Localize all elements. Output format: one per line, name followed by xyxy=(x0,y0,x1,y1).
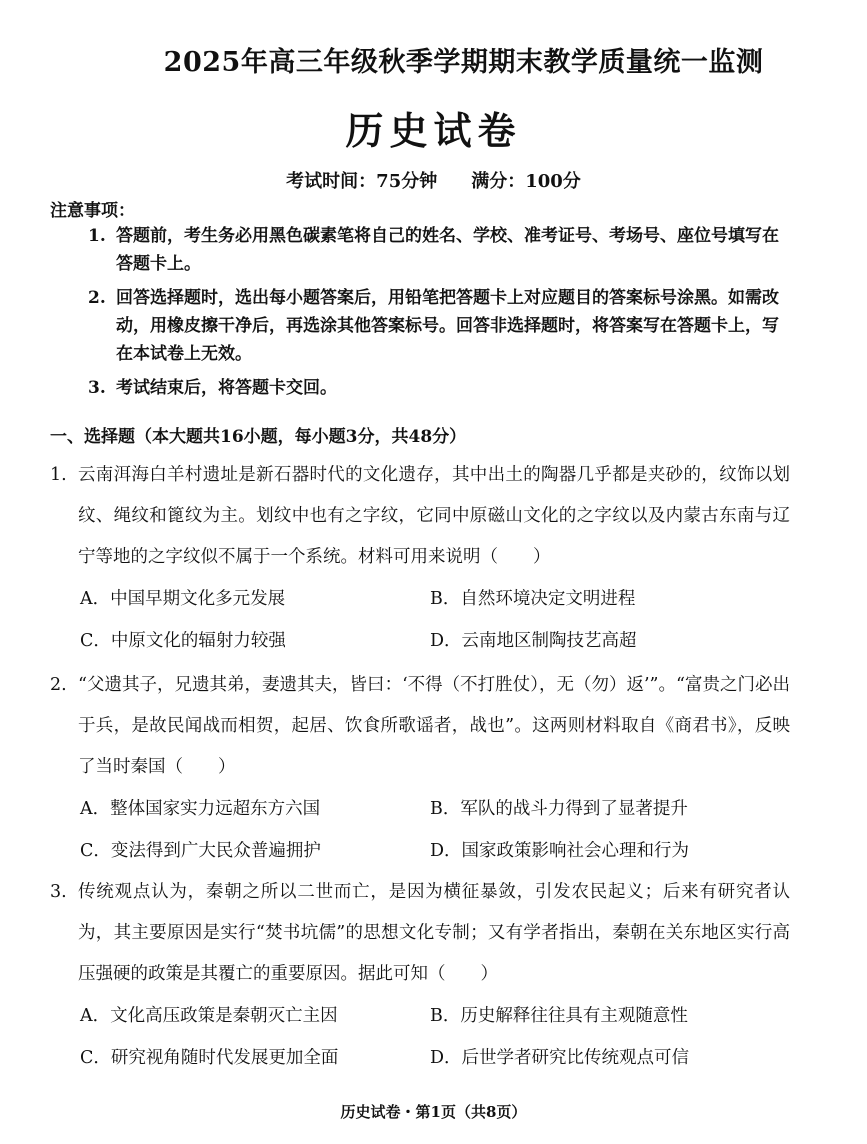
option-c: C．中原文化的辐射力较强 xyxy=(80,631,286,651)
notice-item xyxy=(88,284,788,368)
exam-full-score: 满分：100分 xyxy=(471,171,581,192)
notice-number: 3. xyxy=(88,378,106,398)
notice-item xyxy=(88,222,788,278)
notice-heading: 注意事项： xyxy=(50,201,135,221)
option-d: D．后世学者研究比传统观点可信 xyxy=(430,1048,690,1068)
notice-number: 2. xyxy=(88,288,106,308)
exam-time: 考试时间：75分钟 xyxy=(286,171,438,192)
option-a: A．文化高压政策是秦朝灭亡主因 xyxy=(80,1006,338,1026)
question-stem xyxy=(50,455,790,578)
page-footer: 历史试卷・第1页（共8页） xyxy=(340,1103,527,1121)
option-b: B．历史解释往往具有主观随意性 xyxy=(430,1006,688,1026)
question-text: “父遗其子，兄遗其弟，妻遗其夫，皆曰：‘不得（不打胜仗），无（勿）返’”。“富贵之门必出于兵，是故民闻战而相贺，起居、饮食所歌谣者，战也”。这两则材料取自《商君书》，反映了当时秦国（ ） xyxy=(78,675,790,777)
question-stem xyxy=(50,872,790,995)
option-b: B．自然环境决定文明进程 xyxy=(430,589,636,609)
option-list xyxy=(80,995,790,1079)
notice-text: 回答选择题时，选出每小题答案后，用铅笔把答题卡上对应题目的答案标号涂黑。如需改动，用橡皮擦干净后，再选涂其他答案标号。回答非选择题时，将答案写在答题卡上，写在本试卷上无效。 xyxy=(116,288,779,364)
question-3 xyxy=(50,872,790,1079)
question-2 xyxy=(50,665,790,872)
option-c: C．研究视角随时代发展更加全面 xyxy=(80,1048,339,1068)
question-stem xyxy=(50,665,790,788)
option-b: B．军队的战斗力得到了显著提升 xyxy=(430,799,688,819)
question-number: 1. xyxy=(50,465,67,485)
notice-text: 答题前，考生务必用黑色碳素笔将自己的姓名、学校、准考证号、考场号、座位号填写在答题卡上。 xyxy=(116,226,779,274)
option-c: C．变法得到广大民众普遍拥护 xyxy=(80,841,321,861)
question-text: 传统观点认为，秦朝之所以二世而亡，是因为横征暴敛，引发农民起义；后来有研究者认为，其主要原因是实行“焚书坑儒”的思想文化专制；又有学者指出，秦朝在关东地区实行高压强硬的政策是其覆亡的重要原因。据此可知（ ） xyxy=(78,882,790,984)
notice-item xyxy=(88,374,788,402)
exam-info xyxy=(0,167,867,193)
question-text: 云南洱海白羊村遗址是新石器时代的文化遗存，其中出土的陶器几乎都是夹砂的，纹饰以划纹、绳纹和篦纹为主。划纹中也有之字纹，它同中原磁山文化的之字纹以及内蒙古东南与辽宁等地的之字纹似不属于一个系统。材料可用来说明（ ） xyxy=(78,465,790,567)
notice-list xyxy=(88,222,788,408)
notice-number: 1. xyxy=(88,226,106,246)
exam-title: 2025年高三年级秋季学期期末教学质量统一监测 xyxy=(163,47,764,78)
question-number: 2. xyxy=(50,675,67,695)
notice-text: 考试结束后，将答题卡交回。 xyxy=(116,378,337,398)
option-list xyxy=(80,788,790,872)
option-a: A．中国早期文化多元发展 xyxy=(80,589,286,609)
option-list xyxy=(80,578,790,662)
section-heading: 一、选择题（本大题共16小题，每小题3分，共48分） xyxy=(50,427,467,447)
option-d: D．国家政策影响社会心理和行为 xyxy=(430,841,690,861)
option-a: A．整体国家实力远超东方六国 xyxy=(80,799,321,819)
question-number: 3. xyxy=(50,882,67,902)
question-1 xyxy=(50,455,790,662)
option-d: D．云南地区制陶技艺高超 xyxy=(430,631,637,651)
subject-title: 历史试卷 xyxy=(345,108,522,153)
